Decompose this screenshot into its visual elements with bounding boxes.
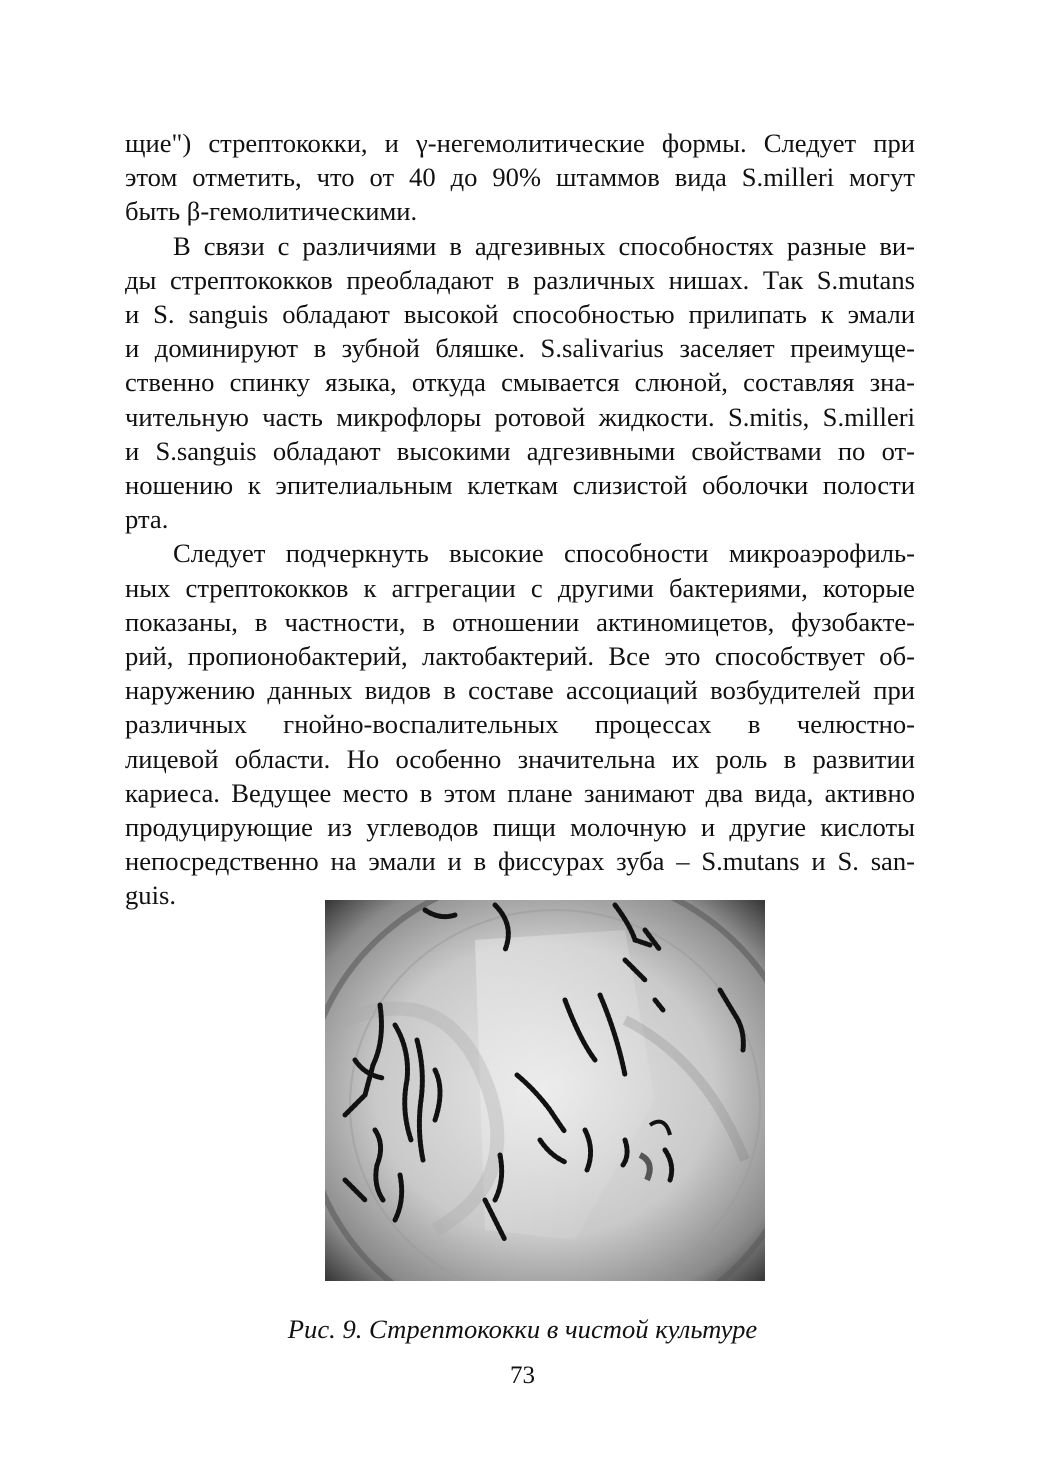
text-line: чительную часть микрофлоры ротовой жидкости. S.mitis, S.milleri xyxy=(125,401,915,432)
text-line: ды стрептококков преобладают в различных нишах. Так S.mutans xyxy=(125,264,915,295)
micrograph-figure xyxy=(325,900,765,1281)
text-line: продуцирующие из углеводов пищи молочную и другие кислоты xyxy=(125,812,915,843)
text-line: Следует подчеркнуть высокие способности микроаэрофиль- xyxy=(173,538,915,569)
text-line: различных гнойно-воспалительных процессах в челюстно- xyxy=(125,709,915,740)
text-line: лицевой области. Но особенно значительна их роль в развитии xyxy=(125,743,915,774)
text-line: рий, пропионобактерий, лактобактерий. Все это способствует об- xyxy=(125,641,915,672)
text-line: рта. xyxy=(125,504,169,535)
text-line: непосредственно на эмали и в фиссурах зуба – S.mutans и S. san- xyxy=(125,846,915,877)
text-line: щие") стрептококки, и γ-негемолитические формы. Следует при xyxy=(125,128,915,158)
text-line: ных стрептококков к аггрегации с другими бактериями, которые xyxy=(125,572,915,603)
text-line: В связи с различиями в адгезивных способностях разные ви- xyxy=(173,230,915,261)
figure-caption: Рис. 9. Стрептококки в чистой культуре xyxy=(287,1314,758,1344)
paragraph-2 xyxy=(125,229,915,537)
paragraph-1 xyxy=(125,126,915,229)
text-line: показаны, в частности, в отношении актиномицетов, фузобакте- xyxy=(125,606,915,637)
text-line: ственно спинку языка, откуда смывается слюной, составляя зна- xyxy=(125,367,915,398)
streptococci-micrograph xyxy=(325,900,765,1281)
text-line: этом отметить, что от 40 до 90% штаммов вида S.milleri могут xyxy=(125,162,915,193)
text-line: guis. xyxy=(125,880,176,911)
body-text xyxy=(125,126,915,913)
text-line: ношению к эпителиальным клеткам слизистой оболочки полости xyxy=(125,470,915,501)
text-line: и S.sanguis обладают высокими адгезивными свойствами по от- xyxy=(125,435,915,466)
text-line: наружению данных видов в составе ассоциаций возбудителей при xyxy=(125,675,915,706)
text-line: быть β-гемолитическими. xyxy=(125,196,418,227)
text-line: кариеса. Ведущее место в этом плане занимают два вида, активно xyxy=(125,777,915,808)
text-line: и S. sanguis обладают высокой способностью прилипать к эмали xyxy=(125,299,915,330)
page-number: 73 xyxy=(510,1362,535,1389)
paragraph-3 xyxy=(125,536,915,912)
text-line: и доминируют в зубной бляшке. S.salivarius заселяет преимуще- xyxy=(125,333,915,364)
